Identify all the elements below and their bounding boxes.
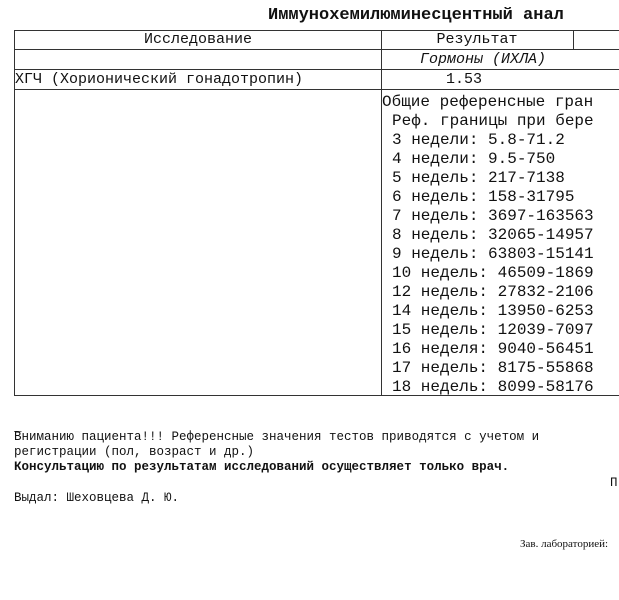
reference-line: 17 недель: 8175-55868 xyxy=(392,359,594,377)
reference-line: 10 недель: 46509-1869 xyxy=(392,264,594,282)
reference-line: 4 недели: 9.5-750 xyxy=(392,150,556,168)
column-header-result: Результат xyxy=(436,31,518,48)
section-label: Гормоны (ИХЛА) xyxy=(420,51,547,68)
test-name: ХГЧ (Хорионический гонадотропин) xyxy=(15,71,304,88)
lab-head-signature-label: Зав. лабораторией: xyxy=(520,538,609,550)
reference-line: 8 недель: 32065-14957 xyxy=(392,226,594,244)
divider xyxy=(573,31,574,49)
divider xyxy=(15,49,619,50)
reference-line: 12 недель: 27832-2106 xyxy=(392,283,594,301)
patient-warning: Вниманию пациента!!! Референсные значения тестов приводятся с учетом и xyxy=(14,430,540,444)
reference-line: Общие референсные гран xyxy=(382,93,594,111)
stray-letter: П xyxy=(610,476,618,490)
reference-line: 16 неделя: 9040-56451 xyxy=(392,340,594,358)
results-table xyxy=(14,30,619,396)
reference-line: 3 недели: 5.8-71.2 xyxy=(392,131,565,149)
reference-line: 14 недель: 13950-6253 xyxy=(392,302,594,320)
notes-dash: _ xyxy=(14,420,22,434)
reference-line: 9 недель: 63803-15141 xyxy=(392,245,594,263)
reference-line: 15 недель: 12039-7097 xyxy=(392,321,594,339)
column-header-test: Исследование xyxy=(143,31,253,48)
reference-line: 18 недель: 8099-58176 xyxy=(392,378,594,396)
reference-line: 5 недель: 217-7138 xyxy=(392,169,565,187)
reference-ranges xyxy=(382,93,594,397)
divider xyxy=(15,69,619,70)
consultation-note: Консультацию по результатам исследований осуществляет только врач. xyxy=(14,460,510,474)
patient-warning-cont: регистрации (пол, возраст и др.) xyxy=(14,445,255,459)
page-title: Иммунохемилюминесцентный анал xyxy=(268,6,564,25)
reference-line: 6 недель: 158-31795 xyxy=(392,188,575,206)
test-result: 1.53 xyxy=(445,71,482,88)
divider xyxy=(15,89,619,90)
reference-line: 7 недель: 3697-163563 xyxy=(392,207,594,225)
issued-by: Выдал: Шеховцева Д. Ю. xyxy=(14,491,180,505)
reference-line: Реф. границы при бере xyxy=(392,112,594,130)
